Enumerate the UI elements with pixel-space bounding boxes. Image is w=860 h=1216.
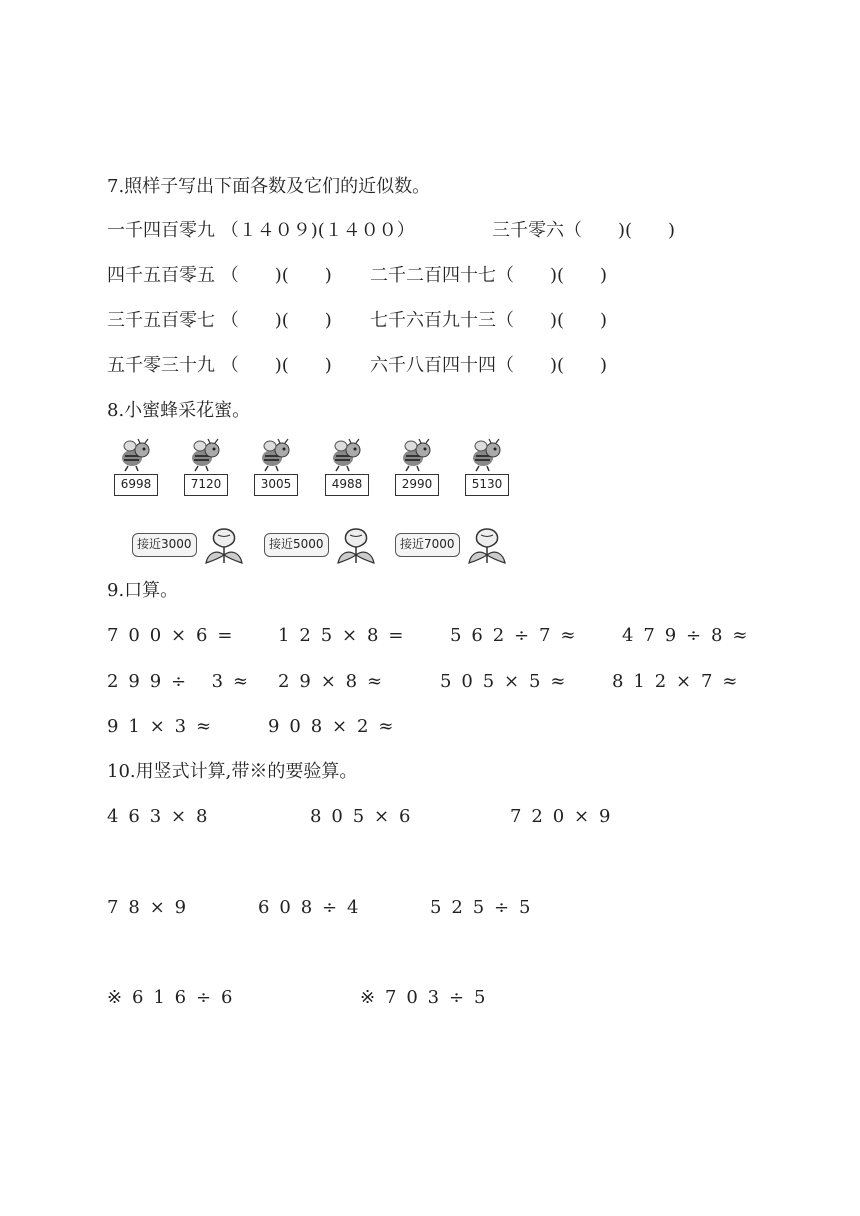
- bee-card: [114, 438, 156, 502]
- bee-number: 4988: [325, 474, 369, 496]
- bee-card: [254, 438, 296, 502]
- q9-item: 505×5≈: [440, 671, 576, 692]
- q7-row2-right: 二千二百四十七（ )( ): [370, 265, 608, 286]
- q9-item: 812×7≈: [612, 671, 748, 692]
- q7-row3-right: 七千六百九十三（ )( ): [370, 310, 608, 331]
- q7-row4-left: 五千零三十九 （ )( ): [107, 355, 332, 376]
- flower-icon: [465, 525, 509, 565]
- bee-icon: [258, 438, 294, 472]
- flower-label: 接近7000: [395, 533, 460, 557]
- q10-item: 720×9: [510, 806, 621, 827]
- bee-card: [465, 438, 507, 502]
- q7-row3-left: 三千五百零七 （ )( ): [107, 310, 332, 331]
- q10-item: 608÷4: [258, 897, 369, 918]
- flower-card: [395, 525, 510, 565]
- q9-title: 9.口算。: [107, 580, 179, 601]
- bee-card: [325, 438, 367, 502]
- q10-item: 805×6: [310, 806, 421, 827]
- bee-number: 3005: [254, 474, 298, 496]
- q10-item: 78×9: [107, 897, 197, 918]
- q10-item: ※616÷6: [107, 987, 243, 1008]
- q8-title: 8.小蜜蜂采花蜜。: [107, 400, 251, 421]
- q7-row2-left: 四千五百零五 （ )( ): [107, 265, 332, 286]
- bee-number: 6998: [114, 474, 158, 496]
- q9-item: 479÷8≈: [622, 625, 758, 646]
- q7-row4-right: 六千八百四十四（ )( ): [370, 355, 608, 376]
- q9-item: 91×3≈: [107, 716, 222, 737]
- q9-item: 125×8=: [278, 625, 414, 646]
- bee-icon: [188, 438, 224, 472]
- bee-number: 5130: [465, 474, 509, 496]
- bee-number: 2990: [395, 474, 439, 496]
- flower-label: 接近3000: [132, 533, 197, 557]
- flower-label: 接近5000: [264, 533, 329, 557]
- bee-icon: [469, 438, 505, 472]
- q10-item: 463×8: [107, 806, 218, 827]
- flower-card: [264, 525, 379, 565]
- bee-icon: [399, 438, 435, 472]
- q9-item: 700×6=: [107, 625, 243, 646]
- bee-icon: [118, 438, 154, 472]
- q7-title: 7.照样子写出下面各数及它们的近似数。: [107, 176, 431, 197]
- q9-item: 299÷ 3≈: [107, 671, 258, 692]
- bee-card: [184, 438, 226, 502]
- bee-icon: [329, 438, 365, 472]
- q7-row1-left: 一千四百零九 （１４０９)(１４００）: [107, 220, 415, 241]
- q9-item: 29×8≈: [278, 671, 393, 692]
- q7-row1-right: 三千零六（ )( ): [492, 220, 676, 241]
- q10-item: ※703÷5: [360, 987, 496, 1008]
- bee-number: 7120: [184, 474, 228, 496]
- q9-item: 908×2≈: [268, 716, 404, 737]
- q10-title: 10.用竖式计算,带※的要验算。: [107, 761, 358, 782]
- flower-card: [132, 525, 247, 565]
- flower-icon: [202, 525, 246, 565]
- flower-icon: [334, 525, 378, 565]
- q10-item: 525÷5: [430, 897, 541, 918]
- bee-card: [395, 438, 437, 502]
- q9-item: 562÷7≈: [450, 625, 586, 646]
